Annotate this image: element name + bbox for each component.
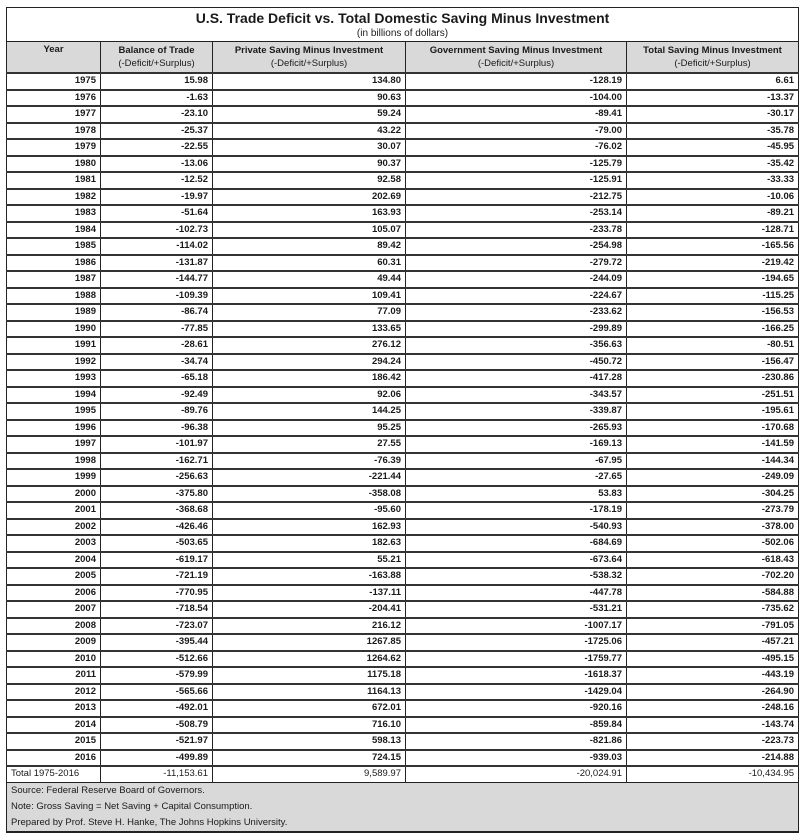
- cell-balance-of-trade: -131.87: [101, 255, 213, 272]
- table-row: [7, 436, 799, 453]
- cell-year: 2000: [7, 486, 101, 503]
- cell-balance-of-trade: -102.73: [101, 222, 213, 239]
- cell-total-saving: -13.37: [627, 90, 799, 107]
- table-row: [7, 403, 799, 420]
- cell-total-saving: -378.00: [627, 519, 799, 536]
- column-header-label: Private Saving Minus Investment: [234, 45, 384, 56]
- cell-balance-of-trade: -114.02: [101, 238, 213, 255]
- cell-year: 1991: [7, 337, 101, 354]
- cell-year: 1979: [7, 139, 101, 156]
- table-body: [7, 73, 799, 766]
- cell-total-saving: -230.86: [627, 370, 799, 387]
- source-note: Source: Federal Reserve Board of Governors.: [7, 782, 799, 799]
- cell-private-saving: 133.65: [213, 321, 406, 338]
- cell-private-saving: 182.63: [213, 535, 406, 552]
- cell-private-saving: 294.24: [213, 354, 406, 371]
- cell-year: 1981: [7, 172, 101, 189]
- cell-balance-of-trade: -89.76: [101, 403, 213, 420]
- cell-government-saving: -1618.37: [406, 667, 627, 684]
- cell-government-saving: -128.19: [406, 73, 627, 90]
- cell-balance-of-trade: -718.54: [101, 601, 213, 618]
- cell-total-saving: -618.43: [627, 552, 799, 569]
- column-header-total-saving: [627, 42, 799, 74]
- cell-private-saving: 202.69: [213, 189, 406, 206]
- cell-government-saving: -356.63: [406, 337, 627, 354]
- cell-government-saving: -1007.17: [406, 618, 627, 635]
- table-row: [7, 337, 799, 354]
- cell-government-saving: -1725.06: [406, 634, 627, 651]
- table-title: U.S. Trade Deficit vs. Total Domestic Saving Minus Investment: [195, 10, 610, 26]
- cell-year: 1988: [7, 288, 101, 305]
- cell-balance-of-trade: -723.07: [101, 618, 213, 635]
- cell-government-saving: -233.78: [406, 222, 627, 239]
- table-row: [7, 568, 799, 585]
- table-row: [7, 667, 799, 684]
- data-table-container: [6, 7, 798, 833]
- cell-year: 2009: [7, 634, 101, 651]
- cell-private-saving: 163.93: [213, 205, 406, 222]
- cell-total-saving: -702.20: [627, 568, 799, 585]
- cell-year: 1984: [7, 222, 101, 239]
- table-row: [7, 222, 799, 239]
- cell-government-saving: -447.78: [406, 585, 627, 602]
- cell-government-saving: -79.00: [406, 123, 627, 140]
- table-row: [7, 552, 799, 569]
- cell-government-saving: -253.14: [406, 205, 627, 222]
- cell-balance-of-trade: -34.74: [101, 354, 213, 371]
- table-row: [7, 750, 799, 767]
- cell-private-saving: 49.44: [213, 271, 406, 288]
- cell-balance-of-trade: -521.97: [101, 733, 213, 750]
- cell-government-saving: -673.64: [406, 552, 627, 569]
- cell-balance-of-trade: -426.46: [101, 519, 213, 536]
- cell-year: 1978: [7, 123, 101, 140]
- cell-private-saving: 92.58: [213, 172, 406, 189]
- cell-total-saving: -249.09: [627, 469, 799, 486]
- cell-balance-of-trade: -65.18: [101, 370, 213, 387]
- cell-government-saving: 53.83: [406, 486, 627, 503]
- notes-section: [7, 782, 799, 832]
- cell-total-saving: 6.61: [627, 73, 799, 90]
- cell-balance-of-trade: -512.66: [101, 651, 213, 668]
- cell-private-saving: 144.25: [213, 403, 406, 420]
- cell-year: 2005: [7, 568, 101, 585]
- total-private-saving: 9,589.97: [213, 766, 406, 782]
- table-row: [7, 519, 799, 536]
- cell-total-saving: -80.51: [627, 337, 799, 354]
- cell-government-saving: -279.72: [406, 255, 627, 272]
- table-row: [7, 618, 799, 635]
- cell-government-saving: -254.98: [406, 238, 627, 255]
- cell-balance-of-trade: -619.17: [101, 552, 213, 569]
- cell-balance-of-trade: -579.99: [101, 667, 213, 684]
- table-row: [7, 733, 799, 750]
- cell-government-saving: -178.19: [406, 502, 627, 519]
- cell-private-saving: 716.10: [213, 717, 406, 734]
- cell-government-saving: -299.89: [406, 321, 627, 338]
- cell-total-saving: -495.15: [627, 651, 799, 668]
- cell-total-saving: -735.62: [627, 601, 799, 618]
- cell-year: 1987: [7, 271, 101, 288]
- cell-government-saving: -417.28: [406, 370, 627, 387]
- table-row: [7, 73, 799, 90]
- cell-balance-of-trade: -499.89: [101, 750, 213, 767]
- table-row: [7, 634, 799, 651]
- cell-year: 1996: [7, 420, 101, 437]
- cell-total-saving: -248.16: [627, 700, 799, 717]
- cell-government-saving: -531.21: [406, 601, 627, 618]
- table-row: [7, 205, 799, 222]
- cell-total-saving: -35.78: [627, 123, 799, 140]
- cell-government-saving: -1429.04: [406, 684, 627, 701]
- cell-total-saving: -457.21: [627, 634, 799, 651]
- cell-year: 1986: [7, 255, 101, 272]
- cell-total-saving: -251.51: [627, 387, 799, 404]
- cell-year: 2015: [7, 733, 101, 750]
- column-header-private-saving: [213, 42, 406, 74]
- cell-balance-of-trade: -92.49: [101, 387, 213, 404]
- cell-private-saving: 186.42: [213, 370, 406, 387]
- cell-year: 1989: [7, 304, 101, 321]
- cell-total-saving: -30.17: [627, 106, 799, 123]
- total-total-saving: -10,434.95: [627, 766, 799, 782]
- table-row: [7, 271, 799, 288]
- cell-balance-of-trade: -51.64: [101, 205, 213, 222]
- table-row: [7, 370, 799, 387]
- cell-government-saving: -1759.77: [406, 651, 627, 668]
- cell-total-saving: -144.34: [627, 453, 799, 470]
- total-balance-of-trade: -11,153.61: [101, 766, 213, 782]
- cell-private-saving: 1267.85: [213, 634, 406, 651]
- cell-private-saving: -76.39: [213, 453, 406, 470]
- table-row: [7, 238, 799, 255]
- cell-total-saving: -33.33: [627, 172, 799, 189]
- column-header-label: Balance of Trade: [118, 45, 195, 56]
- cell-government-saving: -233.62: [406, 304, 627, 321]
- cell-balance-of-trade: -28.61: [101, 337, 213, 354]
- cell-balance-of-trade: -721.19: [101, 568, 213, 585]
- table-row: [7, 255, 799, 272]
- cell-total-saving: -195.61: [627, 403, 799, 420]
- table-row: [7, 651, 799, 668]
- column-header-label: Year: [43, 44, 64, 55]
- cell-government-saving: -224.67: [406, 288, 627, 305]
- table-subtitle: (in billions of dollars): [356, 28, 449, 39]
- cell-year: 2004: [7, 552, 101, 569]
- cell-year: 1983: [7, 205, 101, 222]
- cell-government-saving: -859.84: [406, 717, 627, 734]
- column-header-year: [7, 42, 101, 74]
- cell-balance-of-trade: -22.55: [101, 139, 213, 156]
- cell-year: 1980: [7, 156, 101, 173]
- cell-private-saving: 162.93: [213, 519, 406, 536]
- cell-year: 2014: [7, 717, 101, 734]
- table-row: [7, 585, 799, 602]
- cell-year: 2002: [7, 519, 101, 536]
- table-row: [7, 304, 799, 321]
- cell-government-saving: -104.00: [406, 90, 627, 107]
- cell-total-saving: -219.42: [627, 255, 799, 272]
- cell-year: 1999: [7, 469, 101, 486]
- cell-year: 2016: [7, 750, 101, 767]
- table-row: [7, 288, 799, 305]
- cell-year: 2007: [7, 601, 101, 618]
- cell-balance-of-trade: -19.97: [101, 189, 213, 206]
- cell-government-saving: -920.16: [406, 700, 627, 717]
- table-row: [7, 321, 799, 338]
- cell-year: 1997: [7, 436, 101, 453]
- table-row: [7, 189, 799, 206]
- cell-government-saving: -244.09: [406, 271, 627, 288]
- cell-private-saving: 59.24: [213, 106, 406, 123]
- cell-total-saving: -273.79: [627, 502, 799, 519]
- cell-year: 1975: [7, 73, 101, 90]
- cell-private-saving: 92.06: [213, 387, 406, 404]
- cell-balance-of-trade: -565.66: [101, 684, 213, 701]
- table-row: [7, 486, 799, 503]
- cell-balance-of-trade: -256.63: [101, 469, 213, 486]
- cell-private-saving: 60.31: [213, 255, 406, 272]
- cell-government-saving: -450.72: [406, 354, 627, 371]
- cell-total-saving: -143.74: [627, 717, 799, 734]
- cell-year: 2011: [7, 667, 101, 684]
- cell-total-saving: -584.88: [627, 585, 799, 602]
- column-header-balance-of-trade: [101, 42, 213, 74]
- total-section: [7, 766, 799, 782]
- cell-balance-of-trade: -109.39: [101, 288, 213, 305]
- cell-total-saving: -166.25: [627, 321, 799, 338]
- total-label: Total 1975-2016: [7, 766, 101, 782]
- cell-private-saving: 672.01: [213, 700, 406, 717]
- cell-total-saving: -45.95: [627, 139, 799, 156]
- cell-private-saving: 1164.13: [213, 684, 406, 701]
- cell-balance-of-trade: -144.77: [101, 271, 213, 288]
- cell-total-saving: -128.71: [627, 222, 799, 239]
- cell-balance-of-trade: -86.74: [101, 304, 213, 321]
- cell-private-saving: 77.09: [213, 304, 406, 321]
- table-row: [7, 453, 799, 470]
- cell-private-saving: -204.41: [213, 601, 406, 618]
- cell-government-saving: -89.41: [406, 106, 627, 123]
- cell-government-saving: -125.79: [406, 156, 627, 173]
- table-row: [7, 172, 799, 189]
- cell-year: 1985: [7, 238, 101, 255]
- cell-balance-of-trade: -492.01: [101, 700, 213, 717]
- cell-private-saving: 1175.18: [213, 667, 406, 684]
- cell-year: 2008: [7, 618, 101, 635]
- cell-balance-of-trade: -12.52: [101, 172, 213, 189]
- cell-year: 1998: [7, 453, 101, 470]
- cell-balance-of-trade: -96.38: [101, 420, 213, 437]
- cell-total-saving: -304.25: [627, 486, 799, 503]
- column-header-sublabel: (-Deficit/+Surplus): [477, 58, 555, 69]
- total-row: [7, 766, 799, 782]
- cell-private-saving: 43.22: [213, 123, 406, 140]
- cell-government-saving: -343.57: [406, 387, 627, 404]
- cell-total-saving: -35.42: [627, 156, 799, 173]
- table-row: [7, 123, 799, 140]
- cell-total-saving: -165.56: [627, 238, 799, 255]
- gross-saving-note: Note: Gross Saving = Net Saving + Capital Consumption.: [7, 799, 799, 815]
- table-row: [7, 354, 799, 371]
- cell-private-saving: -95.60: [213, 502, 406, 519]
- prepared-by-note: Prepared by Prof. Steve H. Hanke, The Johns Hopkins University.: [7, 815, 799, 832]
- header-row: [7, 42, 799, 74]
- cell-private-saving: 276.12: [213, 337, 406, 354]
- cell-balance-of-trade: -1.63: [101, 90, 213, 107]
- cell-government-saving: -939.03: [406, 750, 627, 767]
- cell-total-saving: -502.06: [627, 535, 799, 552]
- cell-private-saving: 89.42: [213, 238, 406, 255]
- cell-private-saving: 90.63: [213, 90, 406, 107]
- cell-balance-of-trade: -13.06: [101, 156, 213, 173]
- table-row: [7, 387, 799, 404]
- table-row: [7, 139, 799, 156]
- cell-year: 1982: [7, 189, 101, 206]
- cell-private-saving: -137.11: [213, 585, 406, 602]
- cell-total-saving: -214.88: [627, 750, 799, 767]
- column-header-sublabel: (-Deficit/+Surplus): [118, 58, 195, 69]
- cell-government-saving: -76.02: [406, 139, 627, 156]
- cell-balance-of-trade: -162.71: [101, 453, 213, 470]
- cell-government-saving: -339.87: [406, 403, 627, 420]
- cell-year: 1994: [7, 387, 101, 404]
- cell-total-saving: -115.25: [627, 288, 799, 305]
- table-row: [7, 469, 799, 486]
- cell-total-saving: -156.53: [627, 304, 799, 321]
- table-row: [7, 420, 799, 437]
- total-government-saving: -20,024.91: [406, 766, 627, 782]
- cell-private-saving: 27.55: [213, 436, 406, 453]
- cell-government-saving: -212.75: [406, 189, 627, 206]
- cell-government-saving: -67.95: [406, 453, 627, 470]
- cell-year: 2001: [7, 502, 101, 519]
- table-row: [7, 601, 799, 618]
- cell-balance-of-trade: -77.85: [101, 321, 213, 338]
- table-row: [7, 535, 799, 552]
- table-row: [7, 106, 799, 123]
- cell-total-saving: -141.59: [627, 436, 799, 453]
- cell-government-saving: -538.32: [406, 568, 627, 585]
- cell-private-saving: 30.07: [213, 139, 406, 156]
- cell-balance-of-trade: 15.98: [101, 73, 213, 90]
- cell-private-saving: 90.37: [213, 156, 406, 173]
- cell-year: 1977: [7, 106, 101, 123]
- cell-year: 2013: [7, 700, 101, 717]
- column-header-label: Total Saving Minus Investment: [643, 45, 782, 56]
- cell-year: 2012: [7, 684, 101, 701]
- cell-government-saving: -821.86: [406, 733, 627, 750]
- cell-private-saving: -221.44: [213, 469, 406, 486]
- cell-private-saving: 724.15: [213, 750, 406, 767]
- cell-government-saving: -265.93: [406, 420, 627, 437]
- table-row: [7, 502, 799, 519]
- cell-year: 2003: [7, 535, 101, 552]
- cell-balance-of-trade: -375.80: [101, 486, 213, 503]
- cell-total-saving: -170.68: [627, 420, 799, 437]
- cell-private-saving: -163.88: [213, 568, 406, 585]
- cell-total-saving: -156.47: [627, 354, 799, 371]
- cell-year: 2010: [7, 651, 101, 668]
- table-title-cell: [7, 8, 799, 42]
- trade-deficit-table: [6, 7, 799, 833]
- cell-total-saving: -89.21: [627, 205, 799, 222]
- cell-year: 1976: [7, 90, 101, 107]
- table-row: [7, 684, 799, 701]
- cell-private-saving: -358.08: [213, 486, 406, 503]
- cell-year: 2006: [7, 585, 101, 602]
- cell-year: 1992: [7, 354, 101, 371]
- cell-balance-of-trade: -503.65: [101, 535, 213, 552]
- column-header-sublabel: (-Deficit/+Surplus): [270, 58, 348, 69]
- table-row: [7, 156, 799, 173]
- cell-government-saving: -540.93: [406, 519, 627, 536]
- cell-year: 1995: [7, 403, 101, 420]
- cell-government-saving: -27.65: [406, 469, 627, 486]
- cell-private-saving: 216.12: [213, 618, 406, 635]
- cell-balance-of-trade: -368.68: [101, 502, 213, 519]
- table-row: [7, 717, 799, 734]
- cell-total-saving: -194.65: [627, 271, 799, 288]
- cell-total-saving: -443.19: [627, 667, 799, 684]
- cell-balance-of-trade: -508.79: [101, 717, 213, 734]
- cell-private-saving: 598.13: [213, 733, 406, 750]
- cell-private-saving: 55.21: [213, 552, 406, 569]
- cell-private-saving: 105.07: [213, 222, 406, 239]
- cell-total-saving: -791.05: [627, 618, 799, 635]
- cell-total-saving: -10.06: [627, 189, 799, 206]
- cell-year: 1993: [7, 370, 101, 387]
- column-header-label: Government Saving Minus Investment: [429, 45, 603, 56]
- cell-private-saving: 1264.62: [213, 651, 406, 668]
- table-row: [7, 90, 799, 107]
- cell-private-saving: 95.25: [213, 420, 406, 437]
- cell-total-saving: -264.90: [627, 684, 799, 701]
- cell-year: 1990: [7, 321, 101, 338]
- cell-private-saving: 109.41: [213, 288, 406, 305]
- cell-private-saving: 134.80: [213, 73, 406, 90]
- cell-balance-of-trade: -395.44: [101, 634, 213, 651]
- cell-balance-of-trade: -101.97: [101, 436, 213, 453]
- cell-balance-of-trade: -770.95: [101, 585, 213, 602]
- cell-government-saving: -125.91: [406, 172, 627, 189]
- cell-government-saving: -684.69: [406, 535, 627, 552]
- cell-government-saving: -169.13: [406, 436, 627, 453]
- column-header-sublabel: (-Deficit/+Surplus): [674, 58, 751, 69]
- column-header-government-saving: [406, 42, 627, 74]
- cell-total-saving: -223.73: [627, 733, 799, 750]
- table-row: [7, 700, 799, 717]
- cell-balance-of-trade: -25.37: [101, 123, 213, 140]
- cell-balance-of-trade: -23.10: [101, 106, 213, 123]
